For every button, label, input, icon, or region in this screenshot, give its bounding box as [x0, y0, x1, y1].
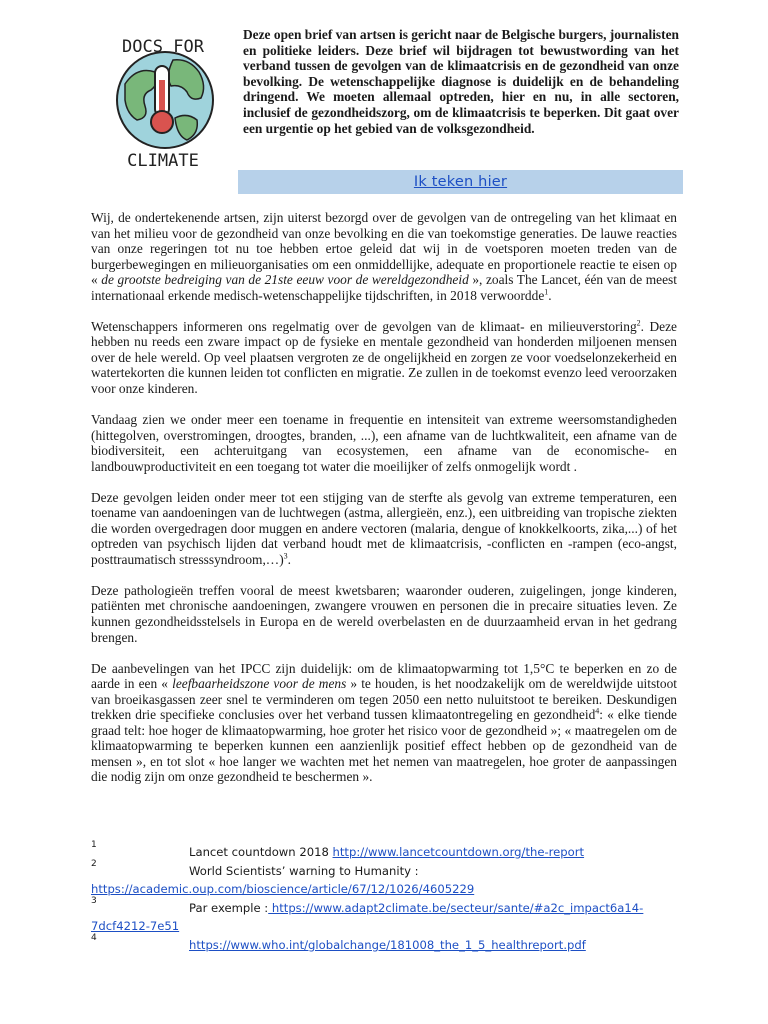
footnote-number: 2 [91, 858, 97, 869]
footnote-ref-1: 1 [544, 287, 549, 297]
footnote-text: Lancet countdown 2018 [189, 845, 333, 859]
quote-ipcc: leefbaarheidszone voor de mens [172, 676, 347, 692]
footnote-number: 4 [91, 932, 97, 943]
sign-banner [238, 170, 683, 194]
intro-paragraph: Deze open brief van artsen is gericht naar de Belgische burgers, journalisten en politieke leiders. Deze brief wil bijdragen tot bewustwording van het verband tussen de gevolgen van de klimaatcrisis en de gezondheid van onze bevolking. De wetenschappelijke diagnose is duidelijk en de behandeling dringend. We moeten allemaal optreden, hier en nu, in alle sectoren, inclusief de gezondheidszorg, om de klimaatcrisis te beperken. Dit gaat over een urgentie op het gebied van de volksgezondheid. [243, 27, 679, 136]
thermometer-icon [151, 66, 173, 133]
paragraph-5: Deze pathologieën treffen vooral de meest kwetsbaren; waaronder ouderen, zuigelingen, jonge kinderen, patiënten met chronische aandoeningen, zwangere vrouwen en personen die in precaire situaties leven. Ze kunnen gezondheidsstelsels in Europa en de wereld overbelasten en de duurzaamheid ervan in het gedrang brengen. [91, 582, 677, 645]
docs-for-climate-logo [95, 22, 231, 174]
footnote-3-link-row [91, 917, 677, 936]
paragraph-6: De aanbevelingen van het IPCC zijn duidelijk: om de klimaatopwarming tot 1,5°C te beperken en zo de aarde in een « leefbaarheidszone voor de mens » te houden, is het noodzakelijk om de wereldwijde uitstoot van broeikasgassen zeer snel te verminderen om tegen 2050 een netto nuluitstoot te bereiken. Deskundigen trekken drie specifieke conclusies over het verband tussen klimaatontregeling en gezondheid$^4$: « elke tiende graad telt: hoe hoger de klimaatopwarming, hoe groter het risico voor de gezondheid »; « maatregelen om de klimaatopwarming te beperken kunnen een aanzienlijk positief effect hebben op de gezondheid van de mensen », en tot slot « hoe langer we wachten met het nemen van maatregelen, hoe groter de aanpassingen die nodig zijn om onze gezondheid te beschermen ». [91, 660, 677, 785]
footnotes [91, 840, 677, 954]
paragraph-3: Vandaag zien we onder meer een toename in frequentie en intensiteit van extreme weersomstandigheden (hittegolven, overstromingen, droogtes, branden, ...), een afname van de luchtkwaliteit, een afname van de biodiversiteit, een achteruitgang van ecosystemen, een afname van de economische- en landbouwproductiviteit en een toegang tot water die moeilijker of zelfs onmogelijk wordt . [91, 412, 677, 474]
footnote-2-link-row [91, 880, 677, 899]
footnote-number: 3 [91, 895, 97, 906]
footnote-3 [91, 895, 677, 918]
footnote-text: World Scientists’ warning to Humanity : [189, 863, 419, 878]
footnote-ref-2: 2 [636, 318, 641, 328]
footnote-1 [91, 840, 677, 862]
footnote-link[interactable]: https://www.who.int/globalchange/181008_the_1_5_healthreport.pdf [189, 937, 586, 952]
logo-text-bottom: CLIMATE [127, 151, 199, 171]
footnote-2 [91, 858, 677, 881]
footnote-text: Par exemple : [189, 900, 269, 915]
footnote-link[interactable]: https://www.adapt2climate.be/secteur/sante/#a2c_impact6a14- [268, 900, 644, 915]
quote-lancet: de grootste bedreiging van de 21ste eeuw voor de wereldgezondheid [101, 272, 469, 288]
sign-here-link[interactable]: Ik teken hier [413, 174, 508, 190]
footnote-link-continued[interactable]: 7dcf4212-7e51 [91, 919, 180, 933]
paragraph-2: Wetenschappers informeren ons regelmatig over de gevolgen van de klimaat- en milieuverstoring$^2$. Deze hebben nu reeds een zware impact op de fysieke en mentale gezondheid van honderden miljoenen mensen over de hele wereld. Op veel plaatsen vergroten ze de ongelijkheid en zorgen ze voor voedselonzekerheid en watertekorten die kunnen leiden tot conflicten en migratie. Ze zullen in de toekomst evenzo leed veroorzaken voor onze kinderen. [91, 318, 677, 396]
paragraph-4: Deze gevolgen leiden onder meer tot een stijging van de sterfte als gevolg van extreme temperaturen, een toename van aandoeningen van de luchtwegen (astma, allergieën, enz.), een uitbreiding van tropische ziekten die worden overgedragen door muggen en andere vectoren (malaria, dengue of knokkelkoorts, zika,...) of het optreden van psychisch lijden dat verband houdt met de klimaatcrisis, -conflicten en -rampen (eco-angst, posttraumatisch stresssyndroom,…)$^3$. [91, 489, 677, 567]
footnote-ref-3: 3 [283, 551, 288, 561]
logo-text-top: DOCS FOR [122, 37, 204, 57]
paragraph-1: Wij, de ondertekenende artsen, zijn uiterst bezorgd over de gevolgen van de ontregeling van het klimaat en van het milieu voor de gezondheid van onze bevolking en die van toekomstige generaties. De lauwe reacties van onze regeringen tot nu toe hebben ertoe geleid dat wij in de voetsporen moeten treden van de burgerbewegingen en milieuorganisaties om een onmiddellijke, adequate en proportionele reactie te eisen op « de grootste bedreiging van de 21ste eeuw voor de wereldgezondheid », zoals The Lancet, één van de meest internationaal erkende medisch-wetenschappelijke tijdschriften, in 2018 verwoordde$^1$. [91, 210, 677, 303]
footnote-link[interactable]: http://www.lancetcountdown.org/the-report [332, 845, 585, 859]
footnote-number: 1 [91, 840, 97, 850]
footnote-ref-4: 4 [595, 706, 600, 716]
footnote-link[interactable]: https://academic.oup.com/bioscience/article/67/12/1026/4605229 [91, 882, 475, 896]
letter-body [91, 210, 677, 801]
footnote-4 [91, 932, 677, 955]
